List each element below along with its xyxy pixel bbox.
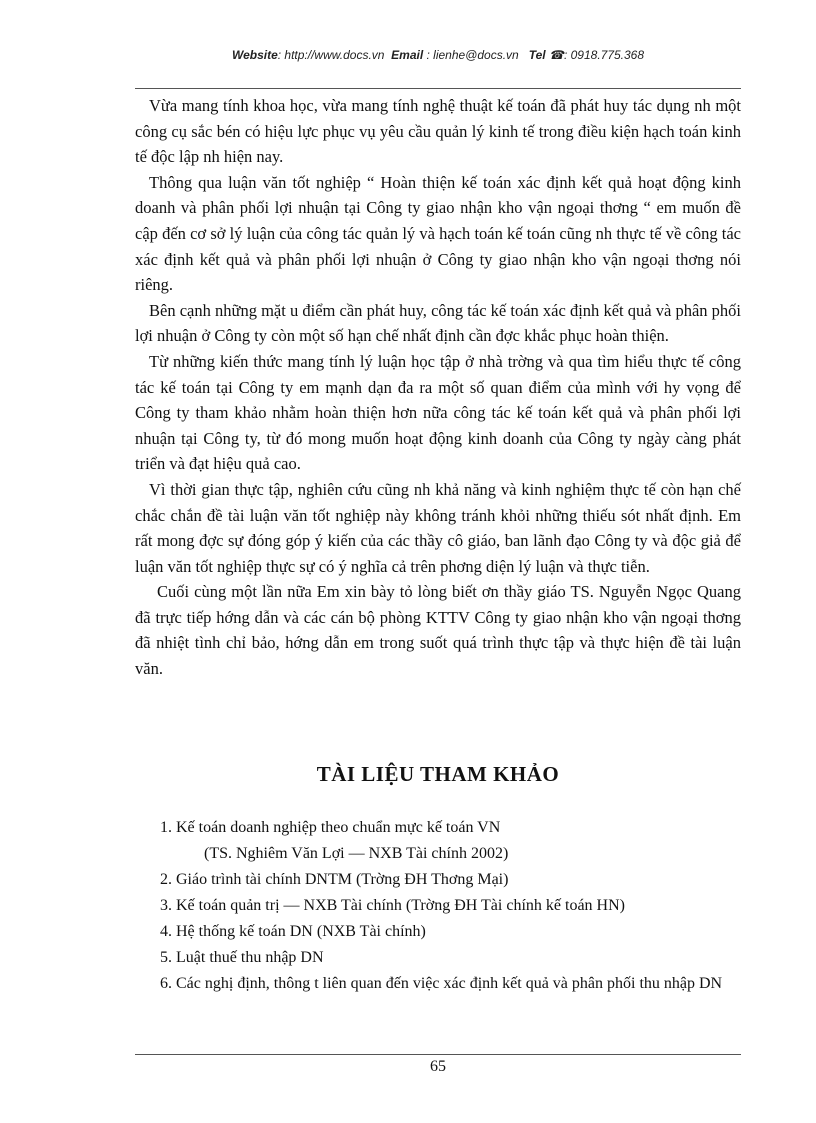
paragraph: Vừa mang tính khoa học, vừa mang tính nghệ thuật kế toán đã phát huy tác dụng nh một công cụ sắc bén có hiệu lực phục vụ yêu cầu quản lý kinh tế trong điều kiện hạch toán kinh tế độc lập nh hiện nay.: [135, 96, 741, 167]
reference-text: 3. Kế toán quản trị — NXB Tài chính (Trờng ĐH Tài chính kế toán HN): [160, 897, 625, 914]
page-header: [135, 48, 741, 62]
reference-item: [160, 919, 740, 945]
paragraph: Thông qua luận văn tốt nghiệp “ Hoàn thiện kế toán xác định kết quả hoạt động kinh doanh và phân phối lợi nhuận tại Công ty giao nhận kho vận ngoại thơng “ em muốn đề cập đến cơ sở lý luận của công tác quản lý và hạch toán kế toán cũng nh thực tế về công tác xác định kết quả và phân phối lợi nhuận ở Công ty giao nhận kho vận ngoại thơng nói riêng.: [135, 172, 741, 295]
reference-text: 6. Các nghị định, thông t liên quan đến việc xác định kết quả và phân phối thu nhập DN: [160, 975, 723, 992]
reference-item: [160, 893, 740, 919]
footer-divider: [135, 1054, 741, 1055]
reference-item: [160, 971, 740, 997]
phone-icon: ☎: [549, 48, 564, 62]
reference-item: [160, 867, 740, 893]
paragraph: Vì thời gian thực tập, nghiên cứu cũng nh khả năng và kinh nghiệm thực tế còn hạn chế chắc chắn đề tài luận văn tốt nghiệp này không tránh khỏi những thiếu sót nhất định. Em rất mong đợc sự đóng góp ý kiến của các thầy cô giáo, ban lãnh đạo Công ty và độc giả để luận văn tốt nghiệp thực sự có ý nghĩa cả trên phơng diện lý luận và thực tiễn.: [135, 479, 741, 576]
paragraph: Cuối cùng một lần nữa Em xin bày tỏ lòng biết ơn thầy giáo TS. Nguyễn Ngọc Quang đã trực tiếp hớng dẫn và các cán bộ phòng KTTV Công ty giao nhận kho vận ngoại thơng đã nhiệt tình chỉ bảo, hớng dẫn em trong suốt quá trình thực tập và thực hiện đề tài luận văn.: [135, 582, 741, 679]
paragraph: Bên cạnh những mặt u điểm cần phát huy, công tác kế toán xác định kết quả và phân phối lợi nhuận ở Công ty còn một số hạn chế nhất định cần đợc khắc phục hoàn thiện.: [135, 300, 741, 346]
tel-label: Tel: [528, 48, 546, 62]
reference-text: 4. Hệ thống kế toán DN (NXB Tài chính): [160, 923, 426, 940]
reference-text: 5. Luật thuế thu nhập DN: [160, 949, 324, 966]
references-title: TÀI LIỆU THAM KHẢO: [316, 762, 560, 786]
website-url[interactable]: : http://www.docs.vn: [277, 48, 385, 62]
website-label: Website: [231, 48, 278, 62]
page-number: 65: [430, 1058, 446, 1075]
reference-item: [160, 945, 740, 971]
email-address[interactable]: : lienhe@docs.vn: [423, 48, 519, 62]
email-label: Email: [391, 48, 424, 62]
tel-number: : 0918.775.368: [563, 48, 645, 62]
header-divider: [135, 88, 741, 89]
reference-text: 1. Kế toán doanh nghiệp theo chuẩn mực kế toán VN: [160, 819, 501, 836]
paragraph: Từ những kiến thức mang tính lý luận học tập ở nhà trờng và qua tìm hiểu thực tế công tác kế toán tại Công ty em mạnh dạn đa ra một số quan điểm của mình với hy vọng để Công ty tham khảo nhằm hoàn thiện hơn nữa công tác kế toán kết quả và phân phối lợi nhuận tại Công ty, từ đó mong muốn hoạt động kinh doanh của Công ty ngày càng phát triển và đạt hiệu quả cao.: [135, 351, 741, 474]
reference-item: [160, 815, 740, 867]
reference-text: 2. Giáo trình tài chính DNTM (Trờng ĐH Thơng Mại): [160, 871, 509, 888]
reference-subtext: (TS. Nghiêm Văn Lợi — NXB Tài chính 2002): [204, 845, 509, 862]
body-text: [135, 93, 741, 682]
references-list: [160, 815, 740, 997]
